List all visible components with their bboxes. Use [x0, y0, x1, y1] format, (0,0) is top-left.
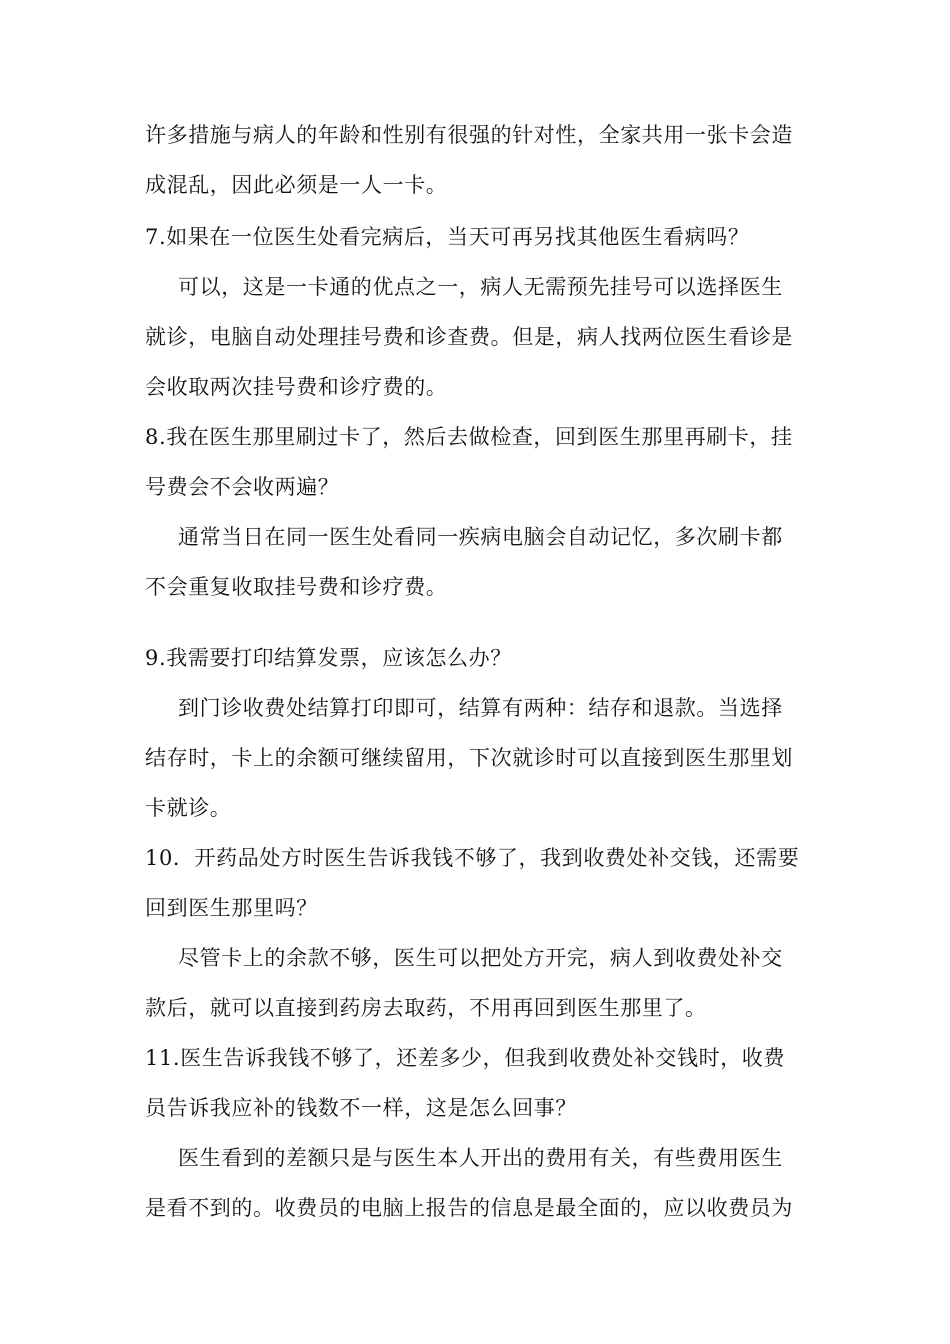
- paragraph-line: 许多措施与病人的年龄和性别有很强的针对性，全家共用一张卡会造: [145, 123, 793, 147]
- question-10: 10．开药品处方时医生告诉我钱不够了，我到收费处补交钱，还需要: [145, 846, 800, 870]
- answer-7-line: 可以，这是一卡通的优点之一，病人无需预先挂号可以选择医生: [178, 275, 783, 299]
- question-10-line: 回到医生那里吗？: [145, 896, 318, 920]
- question-7: 7.如果在一位医生处看完病后，当天可再另找其他医生看病吗？: [145, 225, 750, 249]
- answer-9-line: 到门诊收费处结算打印即可，结算有两种：结存和退款。当选择: [178, 696, 783, 720]
- question-9: 9.我需要打印结算发票，应该怎么办？: [145, 646, 512, 670]
- answer-11-line: 医生看到的差额只是与医生本人开出的费用有关，有些费用医生: [178, 1146, 783, 1170]
- answer-8-line: 不会重复收取挂号费和诊疗费。: [145, 575, 448, 599]
- question-8-line: 号费会不会收两遍？: [145, 475, 340, 499]
- answer-7-line: 就诊，电脑自动处理挂号费和诊查费。但是，病人找两位医生看诊是: [145, 325, 793, 349]
- answer-10-line: 款后，就可以直接到药房去取药，不用再回到医生那里了。: [145, 996, 707, 1020]
- answer-9-line: 结存时，卡上的余额可继续留用，下次就诊时可以直接到医生那里划: [145, 746, 793, 770]
- answer-11-line: 是看不到的。收费员的电脑上报告的信息是最全面的，应以收费员为: [145, 1196, 793, 1220]
- answer-10-line: 尽管卡上的余款不够，医生可以把处方开完，病人到收费处补交: [178, 946, 783, 970]
- question-11: 11.医生告诉我钱不够了，还差多少，但我到收费处补交钱时，收费: [145, 1046, 785, 1070]
- paragraph-line: 成混乱，因此必须是一人一卡。: [145, 173, 448, 197]
- answer-7-line: 会收取两次挂号费和诊疗费的。: [145, 375, 448, 399]
- question-11-line: 员告诉我应补的钱数不一样，这是怎么回事？: [145, 1096, 577, 1120]
- question-8: 8.我在医生那里刷过卡了，然后去做检查，回到医生那里再刷卡，挂: [145, 425, 793, 449]
- answer-9-line: 卡就诊。: [145, 796, 232, 820]
- answer-8-line: 通常当日在同一医生处看同一疾病电脑会自动记忆，多次刷卡都: [178, 525, 783, 549]
